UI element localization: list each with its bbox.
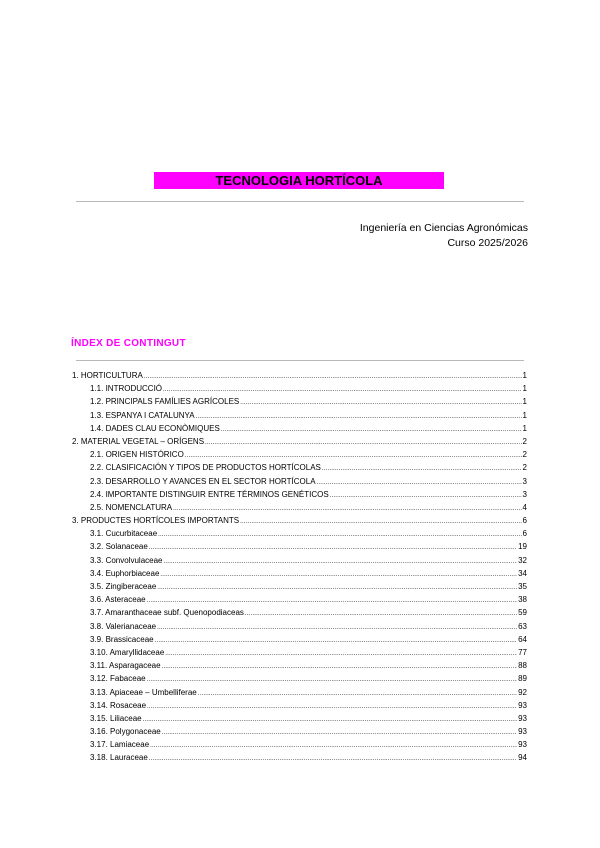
toc-entry[interactable] <box>72 633 527 646</box>
toc-entry[interactable] <box>72 501 527 514</box>
toc-entry-page: 38 <box>518 595 527 605</box>
toc-entry-page: 1 <box>522 384 527 394</box>
toc-entry[interactable] <box>72 686 527 699</box>
toc-entry-label: 1.2. PRINCIPALS FAMÍLIES AGRÍCOLES <box>90 397 240 407</box>
toc-entry-page: 63 <box>518 621 527 631</box>
toc-entry-page: 1 <box>522 397 527 407</box>
toc-entry[interactable] <box>72 751 527 764</box>
toc-entry[interactable] <box>72 606 527 619</box>
toc-entry[interactable] <box>72 593 527 606</box>
toc-entry-label: 2.4. IMPORTANTE DISTINGUIR ENTRE TÉRMINOS GENÉTICOS <box>90 489 329 499</box>
toc-entry[interactable] <box>72 448 527 461</box>
toc-entry-label: 3.18. Lauraceae <box>90 753 148 763</box>
document-title: TECNOLOGIA HORTÍCOLA <box>154 172 444 189</box>
toc-dot-leader <box>149 753 517 766</box>
toc-entry-label: 1.4. DADES CLAU ECONÒMIQUES <box>90 423 220 433</box>
toc-entry-page: 88 <box>518 661 527 671</box>
toc-entry-label: 1.1. INTRODUCCIÓ <box>90 384 163 394</box>
toc-entry[interactable] <box>72 435 527 448</box>
toc-entry[interactable] <box>72 699 527 712</box>
toc-entry-page: 6 <box>522 516 527 526</box>
toc-dot-leader <box>149 542 517 555</box>
course-year: Curso 2025/2026 <box>447 237 528 249</box>
degree-name: Ingeniería en Ciencias Agronómicas <box>359 222 528 234</box>
toc-entry-page: 2 <box>522 450 527 460</box>
toc-dot-leader <box>164 556 518 569</box>
toc-entry-label: 3.17. Lamiaceae <box>90 740 150 750</box>
toc-entry[interactable] <box>72 395 527 408</box>
toc-entry[interactable] <box>72 738 527 751</box>
toc-entry-label: 2.1. ORIGEN HISTÓRICO <box>90 450 184 460</box>
toc-dot-leader <box>165 648 517 661</box>
toc-dot-leader <box>221 424 522 437</box>
title-divider <box>76 201 524 202</box>
toc-dot-leader <box>322 463 522 476</box>
toc-dot-leader <box>240 516 521 529</box>
toc-entry-label: 3.5. Zingiberaceae <box>90 582 157 591</box>
toc-entry-label: 3.14. Rosaceae <box>90 700 147 710</box>
toc-entry[interactable] <box>72 659 527 672</box>
toc-entry-page: 2 <box>522 463 527 473</box>
toc-dot-leader <box>198 688 517 701</box>
toc-entry[interactable] <box>72 514 527 527</box>
course-info <box>360 221 528 251</box>
toc-entry-label: 2.5. NOMENCLATURA <box>90 502 173 512</box>
toc-entry-label: 2. MATERIAL VEGETAL – ORÍGENS <box>72 436 205 446</box>
toc-entry-page: 93 <box>518 700 527 710</box>
toc-entry-page: 3 <box>522 489 527 499</box>
index-divider <box>76 360 524 361</box>
toc-entry-page: 59 <box>518 608 527 618</box>
toc-entry[interactable] <box>72 409 527 422</box>
toc-dot-leader <box>317 477 522 490</box>
toc-entry-page: 1 <box>522 423 527 433</box>
toc-entry-label: 3.7. Amaranthaceae subf. Quenopodiaceas <box>90 608 244 618</box>
toc-entry-label: 3.12. Fabaceae <box>90 674 146 684</box>
toc-dot-leader <box>158 529 521 542</box>
toc-entry-label: 2.3. DESARROLLO Y AVANCES EN EL SECTOR HORTÍCOLA <box>90 476 316 486</box>
toc-entry-label: 1.3. ESPANYA I CATALUNYA <box>90 410 195 420</box>
table-of-contents <box>72 369 527 765</box>
toc-dot-leader <box>157 582 517 595</box>
toc-entry-label: 3.4. Euphorbiaceae <box>90 568 160 578</box>
toc-dot-leader <box>240 397 521 410</box>
toc-entry-page: 1 <box>522 371 527 380</box>
toc-entry[interactable] <box>72 382 527 395</box>
toc-entry[interactable] <box>72 620 527 633</box>
toc-entry-page: 93 <box>518 740 527 750</box>
toc-entry-page: 2 <box>522 436 527 446</box>
toc-entry-label: 3.8. Valerianaceae <box>90 621 157 631</box>
toc-entry-page: 89 <box>518 674 527 684</box>
toc-entry-label: 3.3. Convolvulaceae <box>90 555 163 565</box>
toc-entry-label: 3.10. Amaryllidaceae <box>90 647 165 657</box>
toc-entry-label: 3.1. Cucurbitaceae <box>90 529 158 539</box>
toc-entry-page: 77 <box>518 647 527 657</box>
toc-entry-page: 93 <box>518 727 527 737</box>
toc-dot-leader <box>157 622 517 635</box>
toc-dot-leader <box>196 411 522 424</box>
toc-entry[interactable] <box>72 540 527 553</box>
toc-entry-page: 19 <box>518 542 527 552</box>
toc-dot-leader <box>160 569 517 582</box>
toc-entry-page: 4 <box>522 502 527 512</box>
toc-entry[interactable] <box>72 369 527 382</box>
toc-entry[interactable] <box>72 580 527 593</box>
toc-dot-leader <box>155 635 518 648</box>
toc-entry-page: 6 <box>522 529 527 539</box>
toc-entry-page: 32 <box>518 555 527 565</box>
toc-entry-page: 34 <box>518 568 527 578</box>
toc-entry-label: 3.6. Asteraceae <box>90 595 146 605</box>
toc-dot-leader <box>147 674 517 687</box>
toc-entry[interactable] <box>72 646 527 659</box>
toc-entry-label: 3.11. Asparagaceae <box>90 661 161 671</box>
toc-entry-page: 35 <box>518 582 527 591</box>
toc-entry[interactable] <box>72 567 527 580</box>
toc-entry-page: 94 <box>518 753 527 763</box>
toc-entry[interactable] <box>72 461 527 474</box>
toc-entry[interactable] <box>72 554 527 567</box>
toc-dot-leader <box>162 727 517 740</box>
toc-entry-page: 92 <box>518 687 527 697</box>
toc-entry[interactable] <box>72 712 527 725</box>
index-heading: ÍNDEX DE CONTINGUT <box>71 338 186 349</box>
toc-entry[interactable] <box>72 475 527 488</box>
toc-dot-leader <box>162 661 518 674</box>
toc-entry-page: 64 <box>518 634 527 644</box>
toc-entry-page: 93 <box>518 713 527 723</box>
toc-entry-label: 3.2. Solanaceae <box>90 542 148 552</box>
toc-entry-label: 3.13. Apiaceae – Umbelliferae <box>90 687 197 697</box>
toc-dot-leader <box>150 740 517 753</box>
toc-entry[interactable] <box>72 725 527 738</box>
toc-entry[interactable] <box>72 527 527 540</box>
toc-entry-label: 3.15. Liliaceae <box>90 713 142 723</box>
toc-entry-page: 3 <box>522 476 527 486</box>
toc-dot-leader <box>147 701 517 714</box>
toc-entry[interactable] <box>72 422 527 435</box>
toc-entry[interactable] <box>72 672 527 685</box>
toc-dot-leader <box>143 714 518 727</box>
toc-entry-label: 2.2. CLASIFICACIÓN Y TIPOS DE PRODUCTOS HORTÍCOLAS <box>90 463 321 473</box>
toc-entry-label: 1. HORTICULTURA <box>72 371 143 380</box>
toc-entry-label: 3. PRODUCTES HORTÍCOLES IMPORTANTS <box>72 516 240 526</box>
toc-entry-label: 3.9. Brassicaceae <box>90 634 154 644</box>
toc-entry-label: 3.16. Polygonaceae <box>90 727 161 737</box>
toc-dot-leader <box>245 608 517 621</box>
toc-dot-leader <box>205 437 522 450</box>
toc-dot-leader <box>330 490 522 503</box>
toc-entry[interactable] <box>72 488 527 501</box>
toc-entry-page: 1 <box>522 410 527 420</box>
toc-dot-leader <box>144 371 522 384</box>
